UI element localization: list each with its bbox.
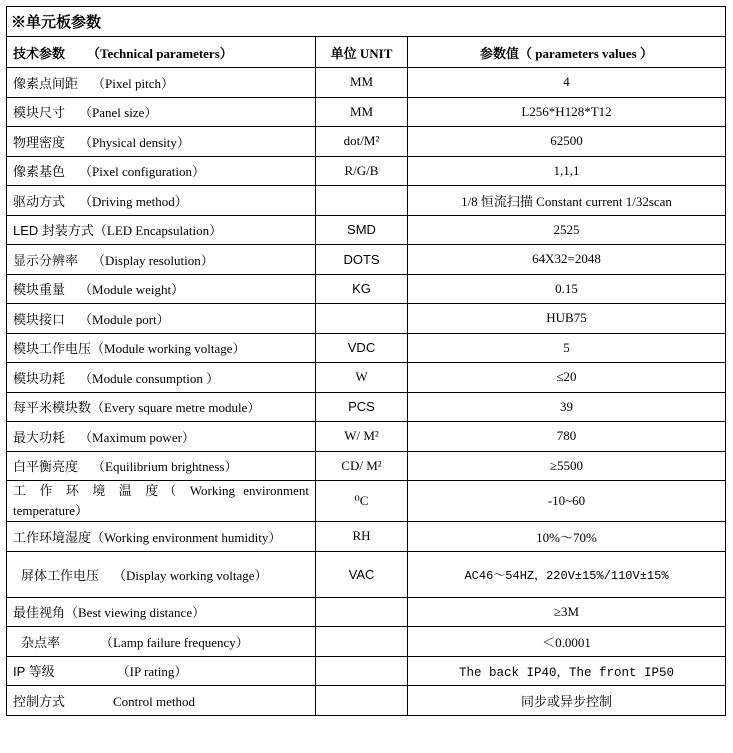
row-value: 10%～70% bbox=[408, 522, 726, 552]
row-unit: RH bbox=[316, 522, 408, 552]
row-label bbox=[7, 422, 316, 452]
table-row bbox=[7, 686, 726, 716]
row-label bbox=[7, 686, 316, 716]
label-cn: 模块功耗 bbox=[13, 370, 66, 386]
table-row bbox=[7, 245, 726, 275]
row-unit: MM bbox=[316, 68, 408, 98]
header-col1-en: （Technical parameters） bbox=[87, 45, 233, 61]
row-label bbox=[7, 522, 316, 552]
row-value: 39 bbox=[408, 392, 726, 422]
table-title: ※单元板参数 bbox=[7, 7, 726, 37]
row-unit: PCS bbox=[316, 392, 408, 422]
row-unit: R/G/B bbox=[316, 156, 408, 186]
label-cn: 模块工作电压 bbox=[13, 341, 92, 357]
label-cn: 物理密度 bbox=[13, 134, 66, 150]
row-unit: ⁰C bbox=[316, 481, 408, 522]
header-technical-parameters bbox=[7, 37, 316, 68]
row-value: AC46～54HZ，220V±15%/110V±15% bbox=[408, 551, 726, 597]
row-value: 64X32=2048 bbox=[408, 245, 726, 275]
row-value: -10~60 bbox=[408, 481, 726, 522]
table-row bbox=[7, 522, 726, 552]
table-row bbox=[7, 127, 726, 157]
label-cn: LED 封装方式 bbox=[13, 223, 94, 239]
label-en: （ Working environment temperature） bbox=[13, 483, 309, 518]
row-label bbox=[7, 304, 316, 334]
label-en: （Pixel configuration） bbox=[79, 164, 206, 180]
row-label bbox=[7, 97, 316, 127]
row-label bbox=[7, 245, 316, 275]
row-label bbox=[7, 392, 316, 422]
label-en: （Every square metre module） bbox=[91, 400, 261, 416]
row-value: ≤20 bbox=[408, 363, 726, 393]
table-row bbox=[7, 68, 726, 98]
label-cn: 屏体工作电压 bbox=[21, 567, 100, 583]
row-unit: dot/M² bbox=[316, 127, 408, 157]
row-unit: VDC bbox=[316, 333, 408, 363]
row-unit: CD/ M² bbox=[316, 451, 408, 481]
row-label bbox=[7, 333, 316, 363]
row-value: 5 bbox=[408, 333, 726, 363]
row-unit bbox=[316, 597, 408, 627]
row-value: 1,1,1 bbox=[408, 156, 726, 186]
row-unit bbox=[316, 686, 408, 716]
table-row bbox=[7, 422, 726, 452]
label-cn: 模块重量 bbox=[13, 282, 66, 298]
table-row bbox=[7, 156, 726, 186]
table-row bbox=[7, 551, 726, 597]
row-value: The back IP40，The front IP50 bbox=[408, 656, 726, 686]
label-en: （Equilibrium brightness） bbox=[92, 459, 238, 475]
table-row bbox=[7, 363, 726, 393]
row-label bbox=[7, 186, 316, 216]
label-cn: 模块接口 bbox=[13, 311, 66, 327]
row-unit: SMD bbox=[316, 215, 408, 245]
row-value: ≥5500 bbox=[408, 451, 726, 481]
label-cn: 驱动方式 bbox=[13, 193, 66, 209]
label-en: （Maximum power） bbox=[79, 429, 195, 445]
header-unit: 单位 UNIT bbox=[316, 37, 408, 68]
table-row bbox=[7, 97, 726, 127]
label-en: （Driving method） bbox=[79, 193, 188, 209]
label-en: （Module consumption ） bbox=[79, 370, 220, 386]
label-en: （Display working voltage） bbox=[113, 567, 268, 583]
label-en: （Panel size） bbox=[79, 105, 158, 121]
row-value: L256*H128*T12 bbox=[408, 97, 726, 127]
row-value: ＜0.0001 bbox=[408, 627, 726, 657]
header-col1-cn: 技术参数 bbox=[13, 45, 66, 61]
row-label bbox=[7, 156, 316, 186]
row-unit bbox=[316, 186, 408, 216]
row-value: 1/8 恒流扫描 Constant current 1/32scan bbox=[408, 186, 726, 216]
row-unit: DOTS bbox=[316, 245, 408, 275]
row-label bbox=[7, 597, 316, 627]
label-cn: 模块尺寸 bbox=[13, 105, 66, 121]
label-cn: 杂点率 bbox=[21, 634, 61, 650]
label-cn: 工作环境湿度 bbox=[13, 529, 92, 545]
row-unit: W bbox=[316, 363, 408, 393]
row-label bbox=[7, 68, 316, 98]
row-value: 2525 bbox=[408, 215, 726, 245]
row-value: 同步或异步控制 bbox=[408, 686, 726, 716]
header-row bbox=[7, 37, 726, 68]
row-unit bbox=[316, 627, 408, 657]
label-en: （Working environment humidity） bbox=[91, 529, 282, 545]
row-value: 780 bbox=[408, 422, 726, 452]
row-label bbox=[7, 551, 316, 597]
row-unit bbox=[316, 656, 408, 686]
label-en: （IP rating） bbox=[116, 664, 188, 680]
row-unit: W/ M² bbox=[316, 422, 408, 452]
row-label bbox=[7, 215, 316, 245]
label-cn: 白平衡亮度 bbox=[13, 459, 79, 475]
label-cn: 像素点间距 bbox=[13, 75, 79, 91]
label-en: （Module weight） bbox=[79, 282, 185, 298]
table-row bbox=[7, 627, 726, 657]
row-label bbox=[7, 481, 316, 522]
row-unit bbox=[316, 304, 408, 334]
table-row bbox=[7, 392, 726, 422]
label-cn: 显示分辨率 bbox=[13, 252, 79, 268]
label-cn: 控制方式 bbox=[13, 693, 66, 709]
label-cn: 最大功耗 bbox=[13, 429, 66, 445]
title-row bbox=[7, 7, 726, 37]
label-en: （LED Encapsulation） bbox=[93, 223, 223, 239]
label-en: （Display resolution） bbox=[92, 252, 214, 268]
row-label bbox=[7, 363, 316, 393]
label-en: （Pixel pitch） bbox=[92, 75, 174, 91]
table-row bbox=[7, 274, 726, 304]
row-unit: KG bbox=[316, 274, 408, 304]
table-row bbox=[7, 656, 726, 686]
label-en: （Lamp failure frequency） bbox=[100, 634, 249, 650]
row-value: HUB75 bbox=[408, 304, 726, 334]
row-unit: VAC bbox=[316, 551, 408, 597]
row-label bbox=[7, 627, 316, 657]
label-cn: IP 等级 bbox=[13, 664, 55, 680]
table-row bbox=[7, 451, 726, 481]
table-row bbox=[7, 304, 726, 334]
label-en: Control method bbox=[113, 693, 195, 709]
row-label bbox=[7, 127, 316, 157]
row-unit: MM bbox=[316, 97, 408, 127]
row-value: 4 bbox=[408, 68, 726, 98]
table-row bbox=[7, 481, 726, 522]
row-label bbox=[7, 274, 316, 304]
row-label bbox=[7, 451, 316, 481]
row-value: ≥3M bbox=[408, 597, 726, 627]
header-parameter-values: 参数值（ parameters values ） bbox=[408, 37, 726, 68]
label-cn: 每平米模块数 bbox=[13, 400, 92, 416]
table-row bbox=[7, 186, 726, 216]
table-row bbox=[7, 333, 726, 363]
spec-sheet bbox=[6, 6, 725, 716]
label-en: （Physical density） bbox=[79, 134, 190, 150]
label-en: （Best viewing distance） bbox=[65, 605, 206, 621]
label-cn: 像素基色 bbox=[13, 164, 66, 180]
table-row bbox=[7, 215, 726, 245]
row-label bbox=[7, 656, 316, 686]
table-row bbox=[7, 597, 726, 627]
label-en: （Module working voltage） bbox=[91, 341, 246, 357]
label-en: （Module port） bbox=[79, 311, 170, 327]
label-cn: 最佳视角 bbox=[13, 605, 66, 621]
label-cn: 工 作 环 境 温 度 bbox=[13, 483, 164, 498]
row-value: 62500 bbox=[408, 127, 726, 157]
parameter-table bbox=[6, 6, 726, 716]
row-value: 0.15 bbox=[408, 274, 726, 304]
